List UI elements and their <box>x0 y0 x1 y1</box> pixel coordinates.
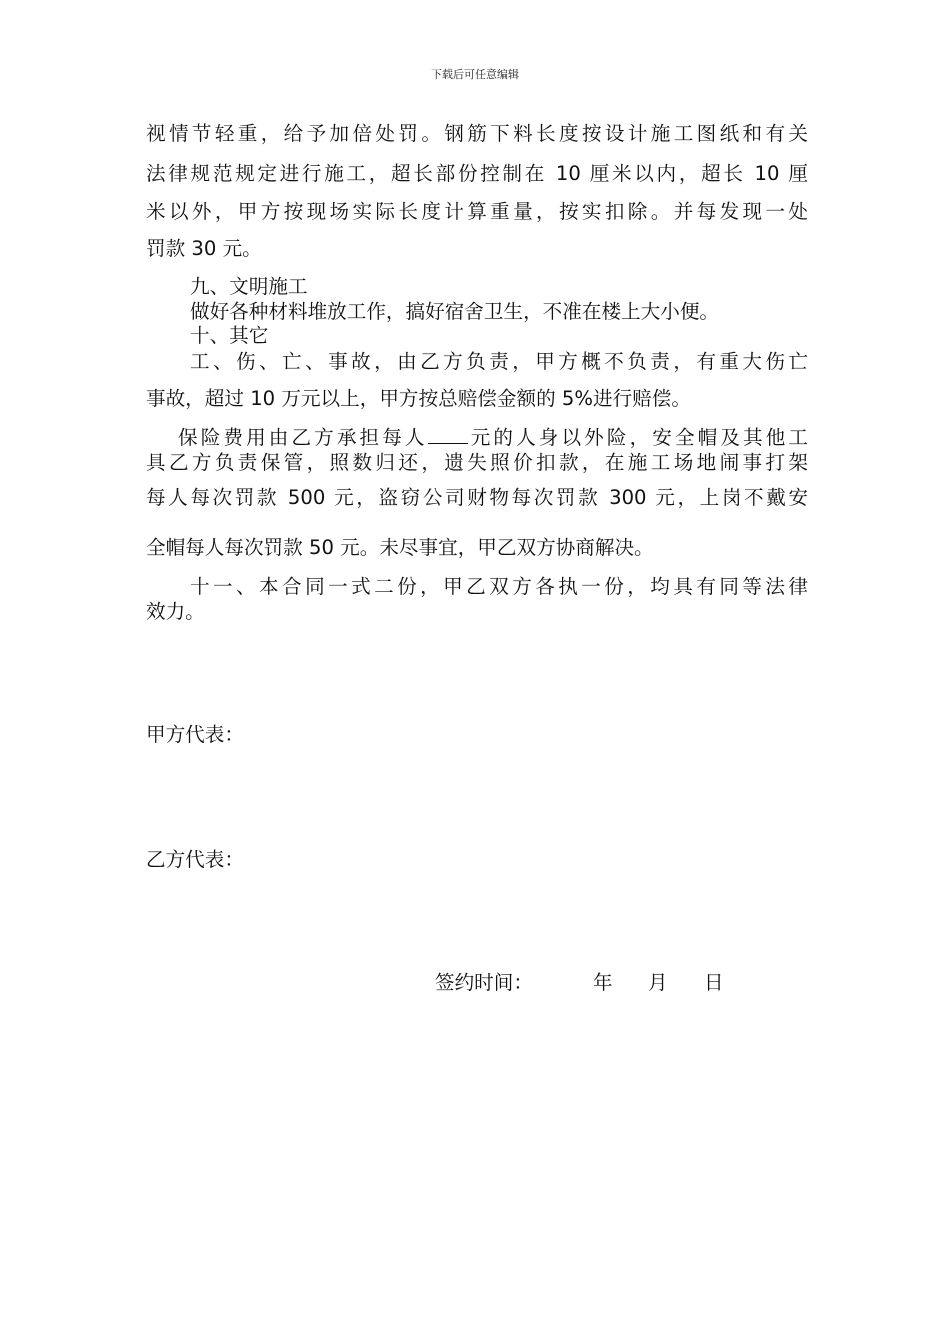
page-header: 下载后可任意编辑 <box>431 68 519 81</box>
body-line: 全帽每人每次罚款 50 元。未尽事宜，甲乙双方协商解决。 <box>146 536 654 559</box>
section-heading-10: 十、其它 <box>190 324 269 347</box>
year-label: 年 <box>593 971 613 994</box>
body-line: 法律规范规定进行施工，超长部份控制在 10 厘米以内，超长 10 厘 <box>146 162 808 185</box>
sign-time-label: 签约时间： <box>435 971 533 994</box>
month-label: 月 <box>648 971 668 994</box>
party-b-label: 乙方代表： <box>146 848 244 871</box>
insurance-suffix: 元的人身以外险，安全帽及其他工 <box>467 426 809 449</box>
body-line: 具乙方负责保管，照数归还，遗失照价扣款，在施工场地闹事打架 <box>146 451 808 474</box>
body-line: 米以外，甲方按现场实际长度计算重量，按实扣除。并每发现一处 <box>146 200 808 223</box>
body-line: 视情节轻重，给予加倍处罚。钢筋下料长度按设计施工图纸和有关 <box>146 122 808 145</box>
party-a-label: 甲方代表： <box>146 723 244 746</box>
body-line: 事故，超过 10 万元以上，甲方按总赔偿金额的 5%进行赔偿。 <box>146 387 691 410</box>
insurance-prefix: 保险费用由乙方承担每人 <box>178 426 428 449</box>
body-line: 工、伤、亡、事故，由乙方负责，甲方概不负责，有重大伤亡 <box>190 350 808 373</box>
insurance-line <box>178 425 808 450</box>
body-line: 每人每次罚款 500 元，盗窃公司财物每次罚款 300 元，上岗不戴安 <box>146 486 808 509</box>
body-line: 效力。 <box>146 600 205 623</box>
day-label: 日 <box>704 971 724 994</box>
section-heading-9: 九、文明施工 <box>190 275 308 298</box>
body-line: 罚款 30 元。 <box>146 237 262 260</box>
insurance-amount-blank <box>428 425 468 444</box>
section-heading-11: 十一、本合同一式二份，甲乙双方各执一份，均具有同等法律 <box>190 575 808 598</box>
body-line: 做好各种材料堆放工作，搞好宿舍卫生，不准在楼上大小便。 <box>190 300 720 323</box>
